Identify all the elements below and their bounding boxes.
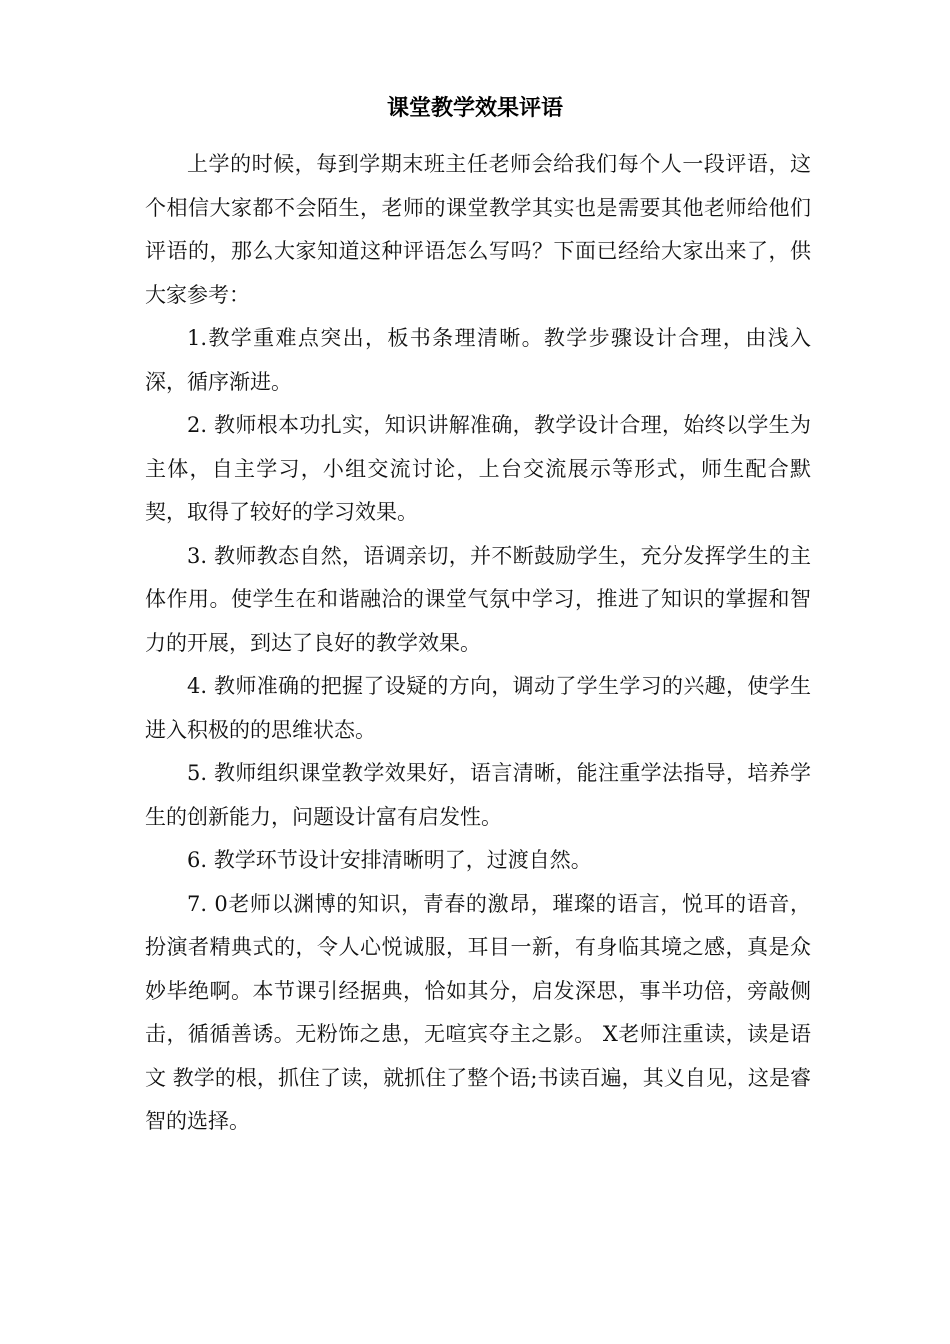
comment-item-3: 3. 教师教态自然，语调亲切，并不断鼓励学生，充分发挥学生的主体作用。使学生在和谐融洽的课堂气氛中学习，推进了知识的掌握和智力的开展，到达了良好的教学效果。 (145, 543, 811, 655)
comment-item-6: 6. 教学环节设计安排清晰明了，过渡自然。 (187, 848, 592, 872)
comment-item-7: 7. 0老师以渊博的知识，青春的激昂，璀璨的语言，悦耳的语音，扮演者精典式的，令人心悦诚服，耳目一新，有身临其境之感，真是众妙毕绝啊。本节课引经据典，恰如其分，启发深思，事半功倍，旁敲侧击，循循善诱。无粉饰之患，无喧宾夺主之影。 X老师注重读，读是语文 教学的根，抓住了读，就抓住了整个语;书读百遍，其义自见，这是睿智的选择。 (145, 891, 811, 1133)
document-title: 课堂教学效果评语 (386, 96, 563, 121)
comment-item-5: 5. 教师组织课堂教学效果好，语言清晰，能注重学法指导，培养学生的创新能力，问题设计富有启发性。 (145, 761, 811, 829)
comment-item-1: 1.教学重难点突出，板书条理清晰。教学步骤设计合理，由浅入深，循序渐进。 (145, 326, 811, 394)
comment-item-2: 2. 教师根本功扎实，知识讲解准确，教学设计合理，始终以学生为主体，自主学习，小组交流讨论，上台交流展示等形式，师生配合默契，取得了较好的学习效果。 (145, 413, 811, 524)
comment-item-4: 4. 教师准确的把握了设疑的方向，调动了学生学习的兴趣，使学生进入积极的的思维状态。 (145, 674, 811, 742)
intro-paragraph: 上学的时候，每到学期末班主任老师会给我们每个人一段评语，这个相信大家都不会陌生，老师的课堂教学其实也是需要其他老师给他们评语的，那么大家知道这种评语怎么写吗？下面已经给大家出来了，供大家参考： (145, 152, 811, 307)
document-body (145, 143, 811, 1144)
